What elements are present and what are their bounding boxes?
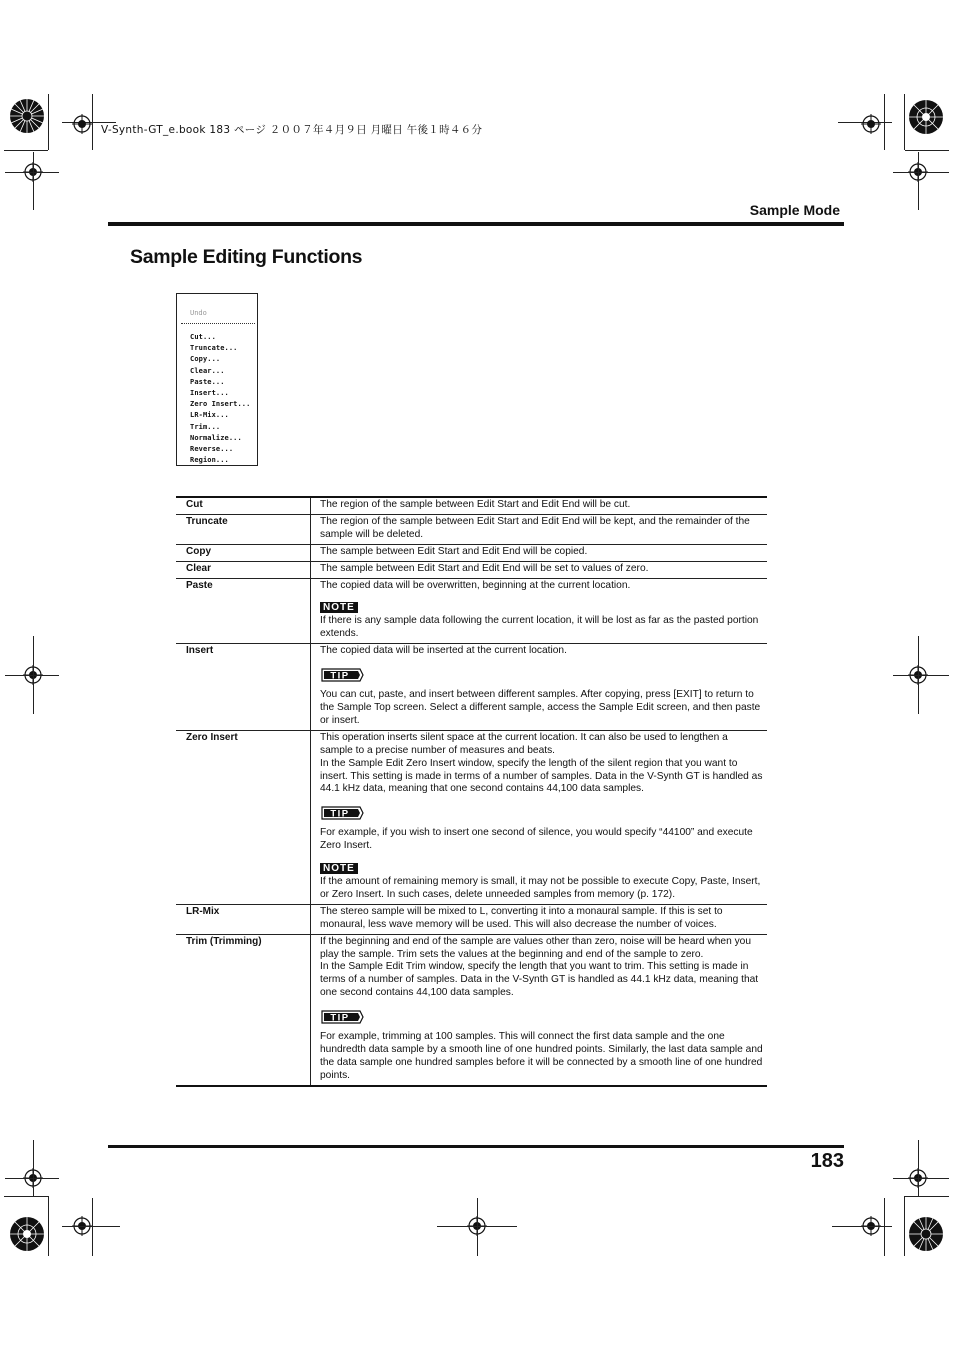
menu-item-copy: Copy... xyxy=(190,355,221,364)
function-name: Copy xyxy=(176,544,311,561)
function-description xyxy=(311,730,768,904)
function-description xyxy=(311,497,768,514)
registration-wheel-icon xyxy=(9,98,45,134)
tip-text: You can cut, paste, and insert between different samples. After copying, press [EXIT] to return to the Sample Top screen. Select a different sample, access the Sample Edit screen, and then paste or insert. xyxy=(320,689,761,726)
description-text: The sample between Edit Start and Edit End will be set to values of zero. xyxy=(320,562,649,574)
description-text: The region of the sample between Edit Start and Edit End will be kept, and the remainder of the sample will be deleted. xyxy=(320,515,750,540)
table-row xyxy=(176,904,767,934)
table-row xyxy=(176,497,767,514)
menu-item-truncate: Truncate... xyxy=(190,344,238,353)
function-name: Insert xyxy=(176,644,311,731)
tip-badge-icon xyxy=(320,668,364,682)
table-row xyxy=(176,561,767,578)
function-description xyxy=(311,578,768,644)
menu-divider xyxy=(181,323,255,324)
menu-item-clear: Clear... xyxy=(190,366,225,375)
function-description xyxy=(311,904,768,934)
description-text: In the Sample Edit Trim window, specify the length that you want to trim. This setting is made in terms of a number of samples. Data in the V-Synth GT is handled as 44.1 kHz data, meaning that one second contains 44,100 data samples. xyxy=(320,961,759,999)
registration-wheel-icon xyxy=(9,1216,45,1252)
tip-text: For example, if you wish to insert one second of silence, you would specify “44100” and execute Zero Insert. xyxy=(320,827,753,852)
menu-item-insert: Insert... xyxy=(190,388,229,397)
tip-badge-icon xyxy=(320,1010,364,1024)
function-name: LR-Mix xyxy=(176,904,311,934)
functions-table xyxy=(176,496,767,1087)
table-row xyxy=(176,730,767,904)
footer-rule xyxy=(108,1145,844,1148)
registration-target-icon xyxy=(861,114,881,134)
description-text: This operation inserts silent space at the current location. It can also be used to lengthen a sample to a precise number of measures and beats. xyxy=(320,731,728,756)
function-name: Zero Insert xyxy=(176,730,311,904)
svg-text:TIP: TIP xyxy=(330,808,350,820)
function-name: Trim (Trimming) xyxy=(176,934,311,1086)
menu-item-undo: Undo xyxy=(190,309,207,317)
menu-item-reverse: Reverse... xyxy=(190,444,234,453)
menu-list xyxy=(190,332,250,466)
table-row xyxy=(176,544,767,561)
table-row xyxy=(176,578,767,644)
note-text: If the amount of remaining memory is small, it may not be possible to execute Copy, Paste, Insert, or Zero Insert. In such cases, delete unneeded samples from memory (p. 172). xyxy=(320,876,761,900)
registration-target-icon xyxy=(72,114,92,134)
menu-item-trim: Trim... xyxy=(190,422,221,431)
function-name: Clear xyxy=(176,561,311,578)
table-row xyxy=(176,514,767,544)
description-text: The stereo sample will be mixed to L, converting it into a monaural sample. If this is set to monaural, less wave memory will be used. This will also decrease the number of voices. xyxy=(320,905,723,930)
table-row xyxy=(176,934,767,1086)
print-info-line: V-Synth-GT_e.book 183 ページ ２００７年４月９日 月曜日 午後１時４６分 xyxy=(101,124,483,136)
menu-item-paste: Paste... xyxy=(190,377,225,386)
menu-item-zero-insert: Zero Insert... xyxy=(190,400,251,409)
section-label: Sample Mode xyxy=(749,202,840,218)
note-text: If there is any sample data following the current location, it will be lost as far as the pasted portion extends. xyxy=(320,615,759,640)
function-description xyxy=(311,934,768,1086)
table-row xyxy=(176,644,767,731)
page-number: 183 xyxy=(810,1150,844,1172)
function-description xyxy=(311,544,768,561)
tip-text: For example, trimming at 100 samples. This will connect the first data sample and the one hundredth data sample by a smooth line of one hundred points. Similarly, the last data sample and the data sample one hundred samples before it will be connected by a smooth line of one hundred points. xyxy=(320,1031,763,1081)
registration-wheel-icon xyxy=(908,99,944,135)
page-title: Sample Editing Functions xyxy=(130,246,363,268)
function-name: Cut xyxy=(176,497,311,514)
function-description xyxy=(311,514,768,544)
header-rule xyxy=(108,222,844,226)
description-text: The sample between Edit Start and Edit End will be copied. xyxy=(320,545,588,557)
description-text: The region of the sample between Edit Start and Edit End will be cut. xyxy=(320,499,631,510)
description-text: If the beginning and end of the sample are values other than zero, noise will be heard when you play the sample. Trim sets the values at the beginning and end of the sample to zero. xyxy=(320,935,751,960)
function-description xyxy=(311,561,768,578)
menu-item-region: Region... xyxy=(190,456,229,465)
function-name: Truncate xyxy=(176,514,311,544)
registration-wheel-icon xyxy=(908,1216,944,1252)
note-badge: NOTE xyxy=(320,602,358,613)
tip-badge-icon xyxy=(320,806,364,820)
edit-menu-screenshot xyxy=(176,293,258,466)
note-badge: NOTE xyxy=(320,863,358,874)
svg-text:TIP: TIP xyxy=(330,670,350,682)
description-text: The copied data will be inserted at the current location. xyxy=(320,645,567,657)
function-description xyxy=(311,644,768,731)
function-name: Paste xyxy=(176,578,311,644)
menu-item-normalize: Normalize... xyxy=(190,433,242,442)
svg-text:TIP: TIP xyxy=(330,1012,350,1024)
description-text: The copied data will be overwritten, beginning at the current location. xyxy=(320,579,631,591)
menu-item-cut: Cut... xyxy=(190,333,216,341)
menu-item-lr-mix: LR-Mix... xyxy=(190,411,229,420)
description-text: In the Sample Edit Zero Insert window, specify the length of the silent region that you want to insert. This setting is made in terms of a number of samples. Data in the V-Synth GT is handled as 44.1 kHz data, meaning that one second contains 44,100 data samples. xyxy=(320,757,763,795)
